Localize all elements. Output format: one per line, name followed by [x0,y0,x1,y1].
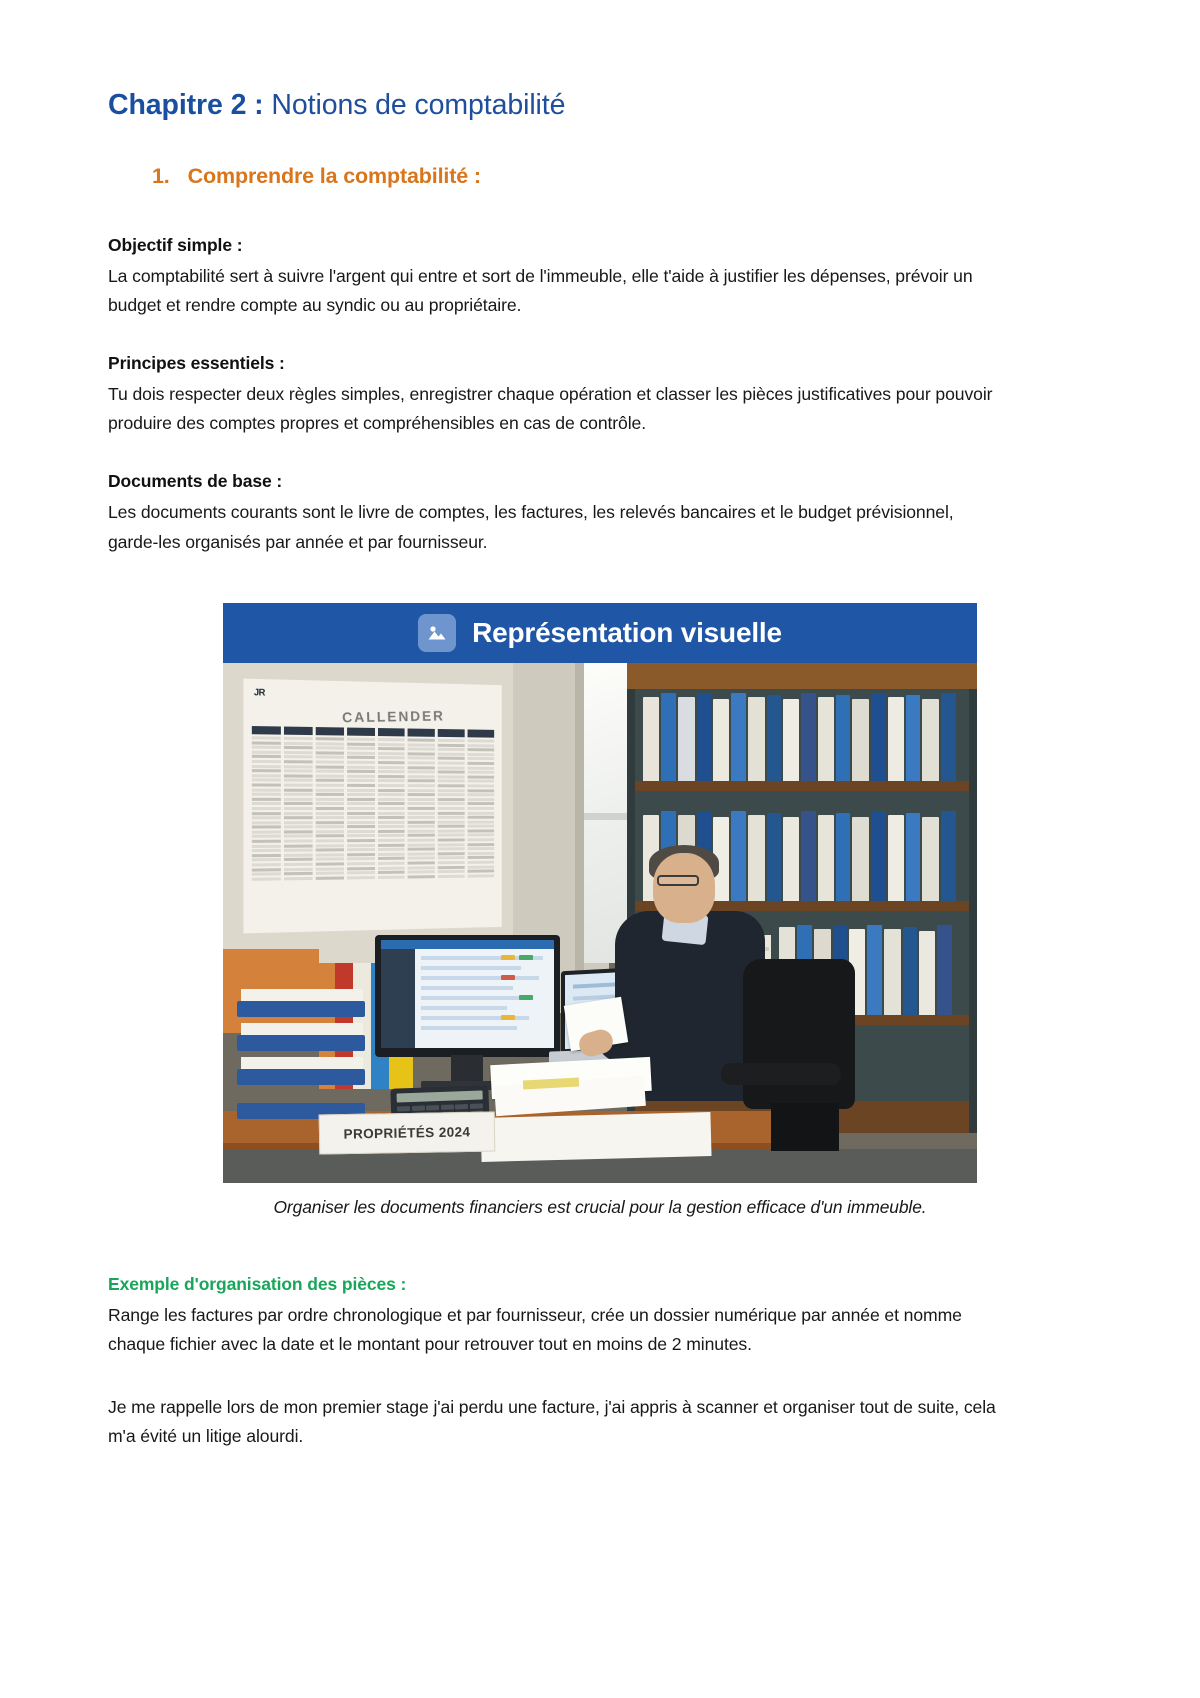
example-text: Range les factures par ordre chronologique et par fournisseur, crée un dossier numérique par année et nomme chaque fichier avec la date et le montant pour retrouver tout en moins de 2 minutes. [108,1304,962,1355]
image-picture-icon [418,614,456,652]
chapter-label: Chapitre 2 : [108,89,264,121]
figure-card [223,603,977,1183]
block-principes-essentiels [108,353,1092,438]
wall-calendar [242,677,502,934]
figure-photo [223,663,977,1183]
section-heading: Comprendre la comptabilité : [187,163,481,188]
block-objectif-simple [108,235,1092,320]
block-text: Les documents courants sont le livre de comptes, les factures, les relevés bancaires et le budget prévisionnel, garde-les organisés par année et par fournisseur. [108,502,954,552]
page-title [108,88,1092,124]
office-chair [743,959,855,1109]
binder-proprietes [319,1111,496,1154]
figure-banner-title: Représentation visuelle [472,616,782,648]
binder-label: PROPRIÉTÉS 2024 [343,1124,471,1142]
block-documents-de-base [108,471,1092,556]
block-heading: Principes essentiels : [108,353,285,374]
section-number: 1. [152,163,170,188]
block-exemple-organisation [108,1274,1092,1359]
section-heading-row [152,164,1092,189]
block-text: Tu dois respecter deux règles simples, enregistrer chaque opération et classer les pièces justificatives pour pouvoir produire des comptes propres et compréhensibles en cas de contrôle. [108,384,993,434]
glasses-icon [657,875,699,886]
calendar-title: CALLENDER [341,707,446,726]
block-heading: Objectif simple : [108,234,243,255]
block-text: La comptabilité sert à suivre l'argent qui entre et sort de l'immeuble, elle t'aide à justifier les dépenses, prévoir un budget et rendre compte au syndic ou au propriétaire. [108,265,973,315]
anecdote-text: Je me rappelle lors de mon premier stage j'ai perdu une facture, j'ai appris à scanner et organiser tout de suite, cela m'a évité un litige alourdi. [108,1397,996,1447]
calendar-logo: JR [253,686,265,698]
chapter-title-text: Notions de comptabilité [271,89,566,121]
example-heading: Exemple d'organisation des pièces : [108,1273,407,1294]
block-heading: Documents de base : [108,471,283,492]
figure-representation-visuelle [108,603,1092,1218]
figure-banner [223,603,977,663]
figure-caption: Organiser les documents financiers est crucial pour la gestion efficace d'un immeuble. [273,1196,927,1217]
